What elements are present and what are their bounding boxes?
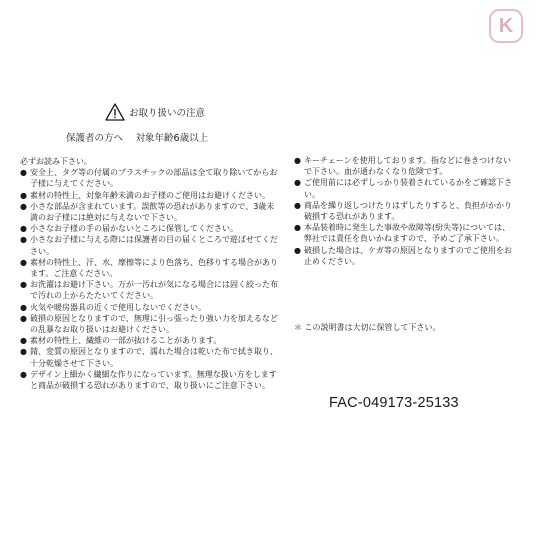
warning-triangle-icon xyxy=(105,103,125,121)
guardian-notice: 保護者の方へ 対象年齢6歳以上 xyxy=(66,133,209,144)
caution-text: 安全上、タグ等の付属のプラスチックの部品は全て取り除いてからお子様に与えてください。 xyxy=(30,168,278,189)
caution-item xyxy=(294,177,516,199)
caution-item xyxy=(294,245,516,267)
caution-text: 小さな部品が含まれています。誤飲等の恐れがありますので、3歳未満のお子様には絶対に与えないで下さい。 xyxy=(30,201,275,223)
bullet-icon: ● xyxy=(20,168,27,178)
bullet-icon: ● xyxy=(20,257,27,267)
caution-item xyxy=(20,279,282,301)
caution-text: 錆、変質の原因となりますので、濡れた場合は乾いた布で拭き取り、十分乾燥させて下さい。 xyxy=(30,347,278,368)
caution-text: 素材の特性上、汗、水、摩擦等により色落ち、色移りする場合があります。ご注意ください。 xyxy=(30,257,278,279)
bullet-icon: ● xyxy=(294,156,301,165)
left-column xyxy=(20,156,282,391)
bullet-icon: ● xyxy=(20,201,27,211)
bullet-icon: ● xyxy=(20,190,27,200)
k-badge-icon: K xyxy=(489,9,523,43)
caution-item xyxy=(294,222,516,244)
intro-text: 必ずお読み下さい。 xyxy=(20,157,92,166)
caution-item xyxy=(20,313,282,335)
bullet-icon: ● xyxy=(294,245,301,255)
bullet-icon: ● xyxy=(294,223,301,233)
caution-item xyxy=(20,201,282,223)
caution-header xyxy=(0,103,310,121)
caution-item xyxy=(294,200,516,222)
caution-text: お洗濯はお避け下さい。万が一汚れが気になる場合には固く絞った布で汚れの上からたたいてください。 xyxy=(30,280,278,301)
bullet-icon: ● xyxy=(294,200,301,210)
caution-item xyxy=(20,234,282,256)
left-caution-list xyxy=(20,167,282,391)
caution-text: 破損の原因となりますので、無理に引っ張ったり強い力を加えるなどの乱暴なお取り扱いはお避けください。 xyxy=(30,313,278,335)
bullet-icon: ● xyxy=(20,280,27,290)
caution-text: キーチェーンを使用しております。指などに巻きつけないで下さい。血が通わなくなり危険です。 xyxy=(304,156,511,177)
keep-manual-note: ＊ この説明書は大切に保管して下さい。 xyxy=(294,323,441,332)
right-column xyxy=(294,155,516,267)
caution-text: 商品を繰り返しつけたりはずしたりすると、負担がかかり破損する恐れがあります。 xyxy=(304,200,512,222)
caution-text: 本品装着時に発生した事故や故障等(紛失等)については、弊社では責任を負いかねますので、予めご了承下さい。 xyxy=(304,223,511,244)
caution-item xyxy=(20,167,282,189)
caution-text: 小さなお子様の手の届かないところに保管してください。 xyxy=(30,224,238,234)
product-code: FAC-049173-25133 xyxy=(329,395,459,411)
bullet-icon: ● xyxy=(20,369,27,379)
bullet-icon: ● xyxy=(20,302,27,312)
caution-text: 小さなお子様に与える際には保護者の目の届くところで遊ばせてください。 xyxy=(30,235,278,256)
caution-text: ご使用前には必ずしっかり装着されているかをご確認下さい。 xyxy=(304,178,512,199)
caution-item xyxy=(20,190,282,201)
caution-item xyxy=(20,223,282,234)
caution-text: 素材の特性上、繊維の一部が抜けることがあります。 xyxy=(30,336,222,346)
caution-text: 素材の特性上、対象年齢未満のお子様のご使用はお避けください。 xyxy=(30,190,270,200)
caution-item xyxy=(20,257,282,279)
bullet-icon: ● xyxy=(20,347,27,357)
caution-item xyxy=(20,346,282,368)
caution-text: 破損した場合は、ケガ等の原因となりますのでご使用をお止めください。 xyxy=(304,245,512,266)
right-caution-list xyxy=(294,155,516,267)
bullet-icon: ● xyxy=(20,235,27,245)
bullet-icon: ● xyxy=(20,313,27,323)
caution-item xyxy=(20,335,282,346)
caution-item xyxy=(20,302,282,313)
caution-text: デザイン上細かく繊細な作りになっています。無理な扱い方をしますと商品が破損する恐れがありますので、取り扱いにご注意下さい。 xyxy=(30,369,277,391)
caution-title: お取り扱いの注意 xyxy=(128,108,205,119)
bullet-icon: ● xyxy=(294,178,301,188)
caution-text: 火気や暖房器具の近くで使用しないでください。 xyxy=(30,302,206,312)
caution-item xyxy=(294,155,516,177)
bullet-icon: ● xyxy=(20,224,27,234)
bullet-icon: ● xyxy=(20,336,27,346)
caution-item xyxy=(20,369,282,391)
